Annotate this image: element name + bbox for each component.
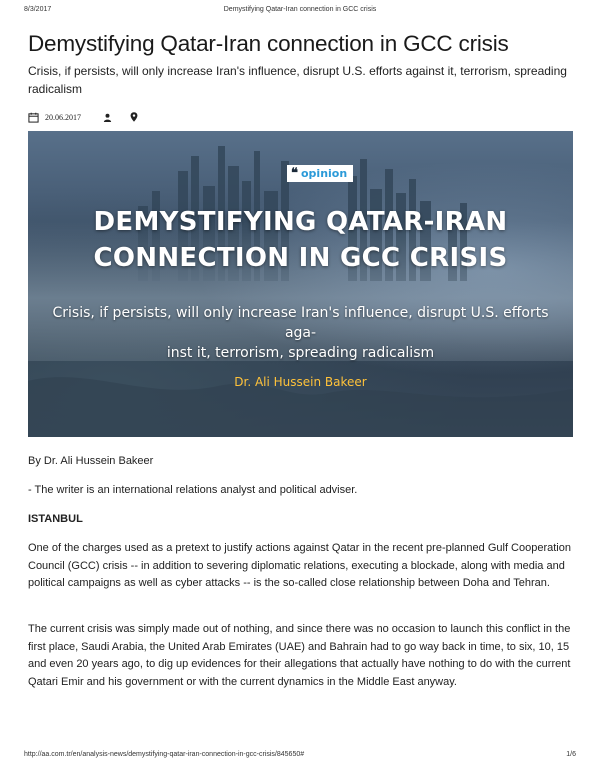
hero-subtitle-line: Crisis, if persists, will only increase Iran's influence, disrupt U.S. efforts aga- xyxy=(52,305,549,341)
article-byline: By Dr. Ali Hussein Bakeer xyxy=(28,455,154,467)
hero-title-line: DEMYSTIFYING QATAR-IRAN xyxy=(93,207,508,237)
article-subheadline: Crisis, if persists, will only increase Iran's influence, disrupt U.S. efforts against it, terrorism, spreading radicalism xyxy=(28,64,567,96)
opinion-badge-label: opinion xyxy=(301,167,348,180)
article-meta xyxy=(28,110,138,124)
user-icon xyxy=(103,113,112,122)
article-paragraph: The current crisis was simply made out of nothing, and since there was no occasion to launch this conflict in the first place, Saudi Arabia, the United Arab Emirates (UAE) and Bahrain had to go way back in time, to six, 10, 15 and even 20 years ago, to dig up evidences for their allegations that actually have nothing to do with the current Qatari Emir and his government or with the current dynamics in the Middle East anyway. xyxy=(28,623,571,688)
writer-note: - The writer is an international relations analyst and political adviser. xyxy=(28,484,358,496)
print-date: 8/3/2017 xyxy=(24,6,52,13)
opinion-badge xyxy=(287,165,353,182)
print-page-title: Demystifying Qatar-Iran connection in GCC crisis xyxy=(223,6,377,13)
quote-icon: ❝ xyxy=(291,166,298,181)
article-paragraph: One of the charges used as a pretext to justify actions against Qatar in the recent pre-planned Gulf Cooperation Council (GCC) crisis -- in addition to severing diplomatic relations, executing a blockade, along with media and political campaigns as well as cyber attacks -- is the so-called close relationship between Doha and Tehran. xyxy=(28,542,571,589)
hero-title xyxy=(28,204,573,276)
hero-title-line: CONNECTION IN GCC CRISIS xyxy=(93,243,508,273)
print-footer xyxy=(0,751,600,763)
print-page-number: 1/6 xyxy=(566,751,576,758)
hero-subtitle xyxy=(38,303,563,363)
hero-image xyxy=(28,131,573,437)
hero-subtitle-line: inst it, terrorism, spreading radicalism xyxy=(166,345,435,361)
print-header xyxy=(0,6,600,18)
calendar-icon xyxy=(28,112,39,123)
article-dateline: ISTANBUL xyxy=(28,513,83,525)
hero-author: Dr. Ali Hussein Bakeer xyxy=(234,375,367,389)
map-pin-icon xyxy=(130,112,138,122)
publish-date: 20.06.2017 xyxy=(45,112,81,122)
print-url: http://aa.com.tr/en/analysis-news/demystifying-qatar-iran-connection-in-gcc-crisis/845650# xyxy=(24,751,305,758)
article-headline: Demystifying Qatar-Iran connection in GCC crisis xyxy=(28,31,509,56)
